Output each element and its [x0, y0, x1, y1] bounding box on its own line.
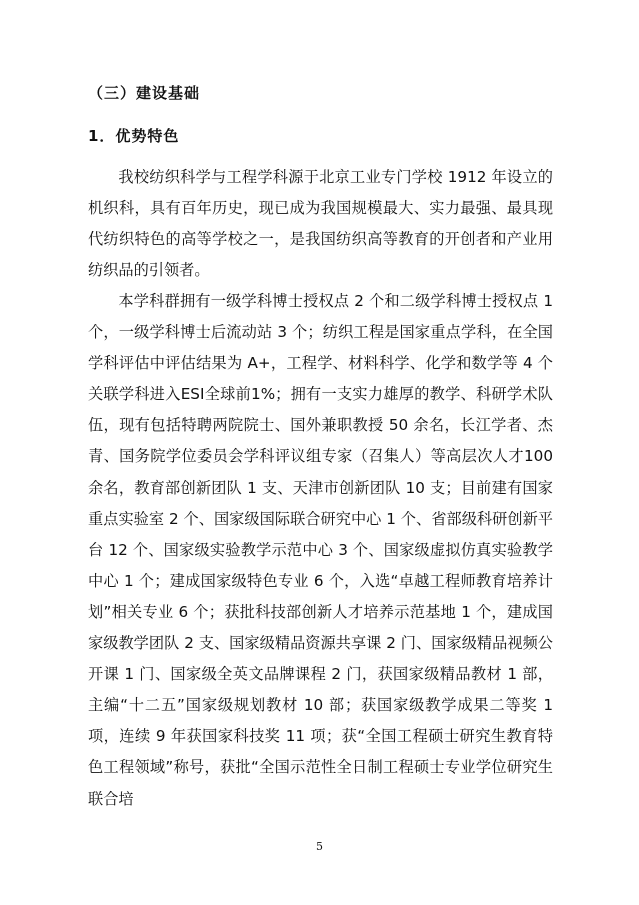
paragraph-history — [88, 162, 553, 286]
paragraph-text: 我校纺织科学与工程学科源于北京工业专门学校 1912 年设立的机织科，具有百年历史，现已成为我国规模最大、实力最强、最具现代纺织特色的高等学校之一，是我国纺织高等教育的开创者和产业用纺织品的引领者。 — [88, 168, 553, 280]
page-number: 5 — [316, 840, 323, 853]
section-heading: （三）建设基础 — [88, 84, 201, 102]
paragraph-text: 本学科群拥有一级学科博士授权点 2 个和二级学科博士授权点 1 个，一级学科博士后流动站 3 个；纺织工程是国家重点学科，在全国学科评估中评估结果为 A+，工程学、材料科学、化学和数学等 4 个关联学科进入ESI全球前1%；拥有一支实力雄厚的教学、科研学术队伍，现有包括特聘两院院士、国外兼职教授 50 余名，长江学者、杰青、国务院学位委员会学科评议组专家（召集人）等高层次人才100余名，教育部创新团队 1 支、天津市创新团队 10 支；目前建有国家重点实验室 2 个、国家级国际联合研究中心 1 个、省部级科研创新平台 12 个、国家级实验教学示范中心 3 个、国家级虚拟仿真实验教学中心 1 个；建成国家级特色专业 6 个，入选“卓越工程师教育培养计划”相关专业 6 个；获批科技部创新人才培养示范基地 1 个，建成国家级教学团队 2 支、国家级精品资源共享课 2 门、国家级精品视频公开课 1 门、国家级全英文品牌课程 2 门，获国家级精品教材 1 部，主编“十二五”国家级规划教材 10 部；获国家级教学成果二等奖 1 项，连续 9 年获国家科技奖 11 项；获“全国工程硕士研究生教育特色工程领域”称号，获批“全国示范性全日制工程硕士专业学位研究生联合培 — [88, 292, 553, 808]
subsection-heading: 1．优势特色 — [88, 127, 180, 145]
paragraph-achievements — [88, 286, 553, 815]
